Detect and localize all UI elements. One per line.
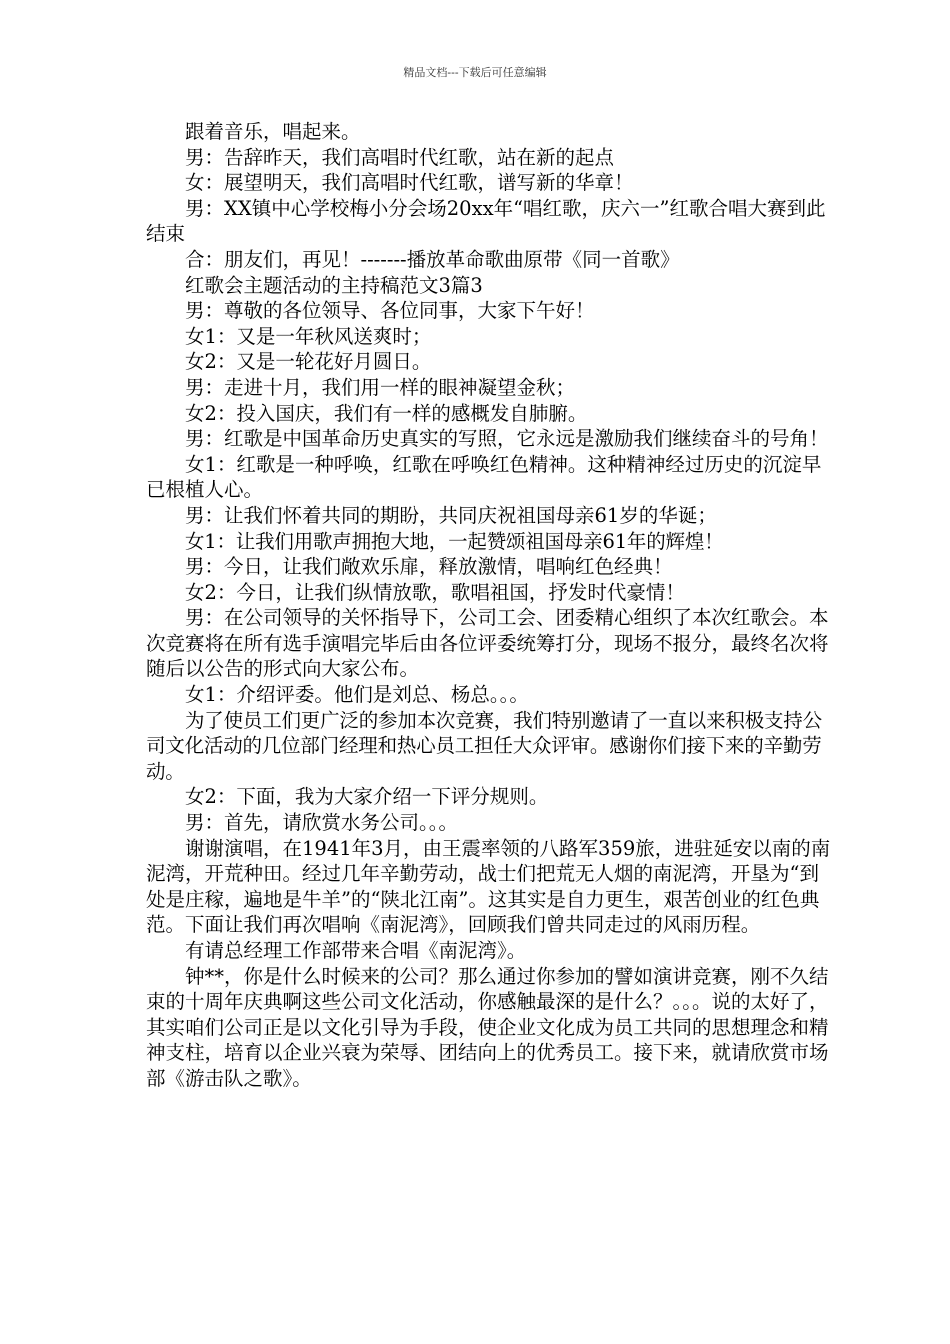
paragraph: 女：展望明天，我们高唱时代红歌，谱写新的华章！ [185,171,634,195]
paragraph: 女2：下面，我为大家介绍一下评分规则。 [185,785,549,809]
paragraph: 女2：又是一轮花好月圆日。 [185,350,432,374]
document-body [146,119,836,1092]
paragraph: 为了使员工们更广泛的参加本次竞赛，我们特别邀请了一直以来积极支持公司文化活动的几位部门经理和热心员工担任大众评审。感谢你们接下来的辛勤劳动。 [146,708,822,783]
paragraph: 男：让我们怀着共同的期盼，共同庆祝祖国母亲61岁的华诞； [185,503,717,527]
paragraph: 女2：今日，让我们纵情放歌，歌唱祖国，抒发时代豪情！ [185,580,685,604]
paragraph: 男：尊敬的各位领导、各位同事，大家下午好！ [185,299,595,323]
paragraph: 女1：红歌是一种呼唤，红歌在呼唤红色精神。这种精神经过历史的沉淀早已根植人心。 [146,452,822,502]
paragraph: 女1：介绍评委。他们是刘总、杨总。。。 [185,683,529,707]
page-header: 精品文档---下载后可任意编辑 [403,66,547,79]
paragraph: 男：今日，让我们敞欢乐扉，释放激情，唱响红色经典！ [185,555,673,579]
paragraph: 男：在公司领导的关怀指导下，公司工会、团委精心组织了本次红歌会。本次竞赛将在所有选手演唱完毕后由各位评委统筹打分，现场不报分，最终名次将随后以公告的形式向大家公布。 [146,606,829,681]
paragraph: 钟**，你是什么时候来的公司？那么通过你参加的譬如演讲竞赛，刚不久结束的十周年庆典啊这些公司文化活动，你感触最深的是什么？。。。说的太好了，其实咱们公司正是以文化引导为手段，使企业文化成为员工共同的思想理念和精神支柱，培育以企业兴衰为荣辱、团结向上的优秀员工。接下来，就请欣赏市场部《游击队之歌》。 [146,964,829,1090]
paragraph: 女1：又是一年秋风送爽时； [185,324,432,348]
paragraph: 男：走进十月，我们用一样的眼神凝望金秋； [185,375,576,399]
paragraph: 跟着音乐，唱起来。 [185,120,361,143]
paragraph: 有请总经理工作部带来合唱《南泥湾》。 [185,939,527,962]
paragraph: 女2：投入国庆，我们有一样的感概发自肺腑。 [185,401,588,425]
paragraph: 女1：让我们用歌声拥抱大地，一起赞颂祖国母亲61年的辉煌！ [185,529,724,553]
paragraph: 合：朋友们，再见！-------播放革命歌曲原带《同一首歌》 [185,247,680,271]
paragraph: 男：告辞昨天，我们高唱时代红歌，站在新的起点 [185,145,615,169]
paragraph: 男：红歌是中国革命历史真实的写照，它永远是激励我们继续奋斗的号角！ [185,427,829,451]
paragraph: 谢谢演唱，在1941年3月，由王震率领的八路军359旅，进驻延安以南的南泥湾，开荒种田。经过几年辛勤劳动，战士们把荒无人烟的南泥湾，开垦为“到处是庄稼，遍地是牛羊”的“陕北江南”。这其实是自力更生，艰苦创业的红色典范。下面让我们再次唱响《南泥湾》，回顾我们曾共同走过的风雨历程。 [146,836,831,937]
paragraph: 男：首先，请欣赏水务公司。。。 [185,811,459,835]
paragraph: 男：XX镇中心学校梅小分会场20xx年“唱红歌，庆六一”红歌合唱大赛到此结束 [146,196,826,246]
section-title: 红歌会主题活动的主持稿范文3篇3 [185,273,483,297]
